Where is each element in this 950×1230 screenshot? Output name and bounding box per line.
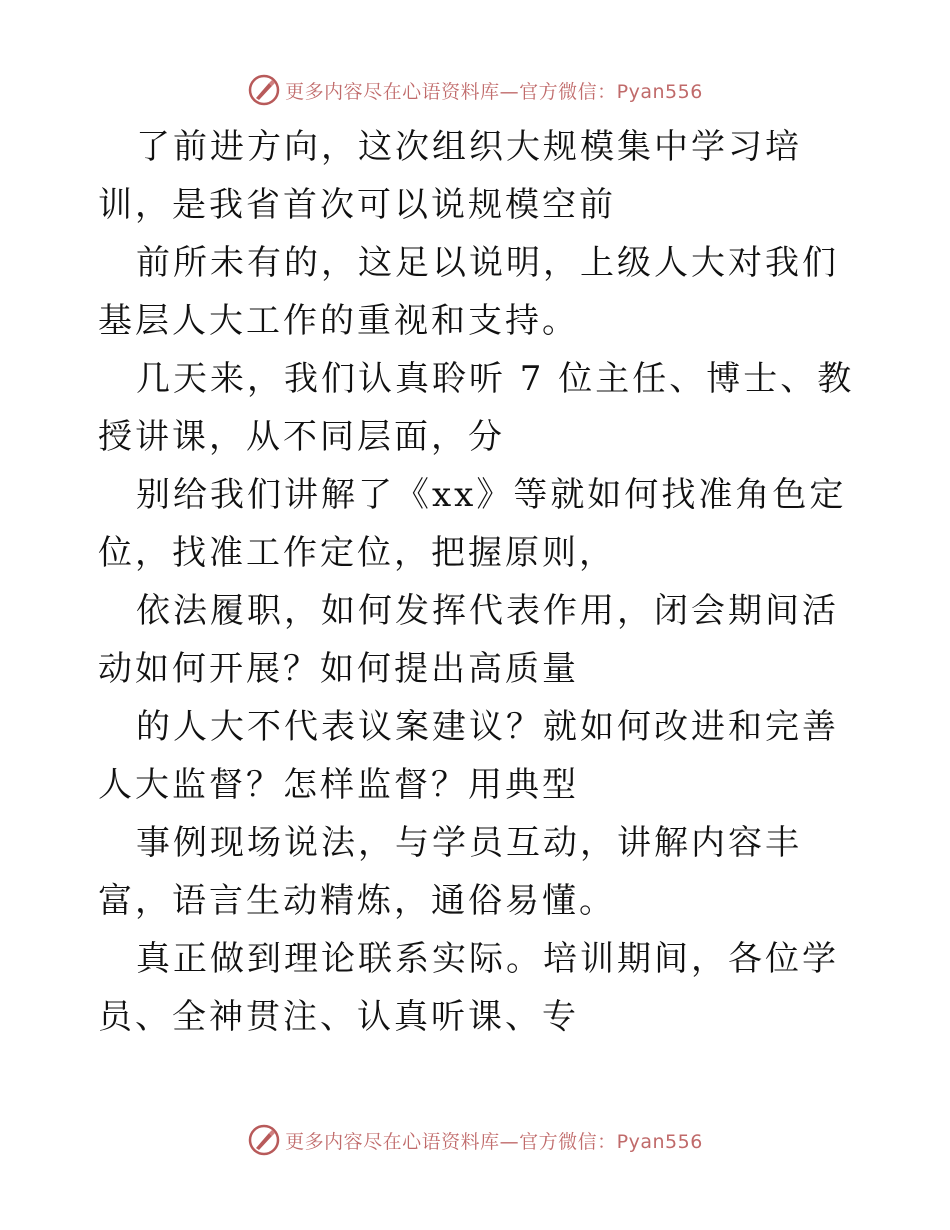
pen-seal-icon xyxy=(247,1123,281,1157)
pen-seal-icon xyxy=(247,73,281,107)
watermark-text: 更多内容尽在心语资料库—官方微信：Pyan556 xyxy=(285,1130,703,1153)
paragraph: 依法履职，如何发挥代表作用，闭会期间活动如何开展？如何提出高质量 xyxy=(98,591,839,689)
paragraph: 了前进方向，这次组织大规模集中学习培训，是我省首次可以说规模空前 xyxy=(98,127,802,225)
paragraph: 事例现场说法，与学员互动，讲解内容丰富，语言生动精炼，通俗易懂。 xyxy=(98,823,802,921)
paragraph: 的人大不代表议案建议？就如何改进和完善人大监督？怎样监督？用典型 xyxy=(98,707,839,805)
header-watermark xyxy=(0,70,950,110)
paragraph: 别给我们讲解了《xx》等就如何找准角色定位，找准工作定位，把握原则， xyxy=(98,475,847,573)
watermark-text: 更多内容尽在心语资料库—官方微信：Pyan556 xyxy=(285,80,703,103)
paragraph: 前所未有的，这足以说明，上级人大对我们基层人大工作的重视和支持。 xyxy=(98,243,839,341)
document-body xyxy=(98,118,858,1046)
paragraph: 几天来，我们认真聆听 7 位主任、博士、教授讲课，从不同层面，分 xyxy=(98,359,855,457)
footer-watermark xyxy=(0,1120,950,1160)
paragraph: 真正做到理论联系实际。培训期间，各位学员、全神贯注、认真听课、专 xyxy=(98,939,839,1037)
